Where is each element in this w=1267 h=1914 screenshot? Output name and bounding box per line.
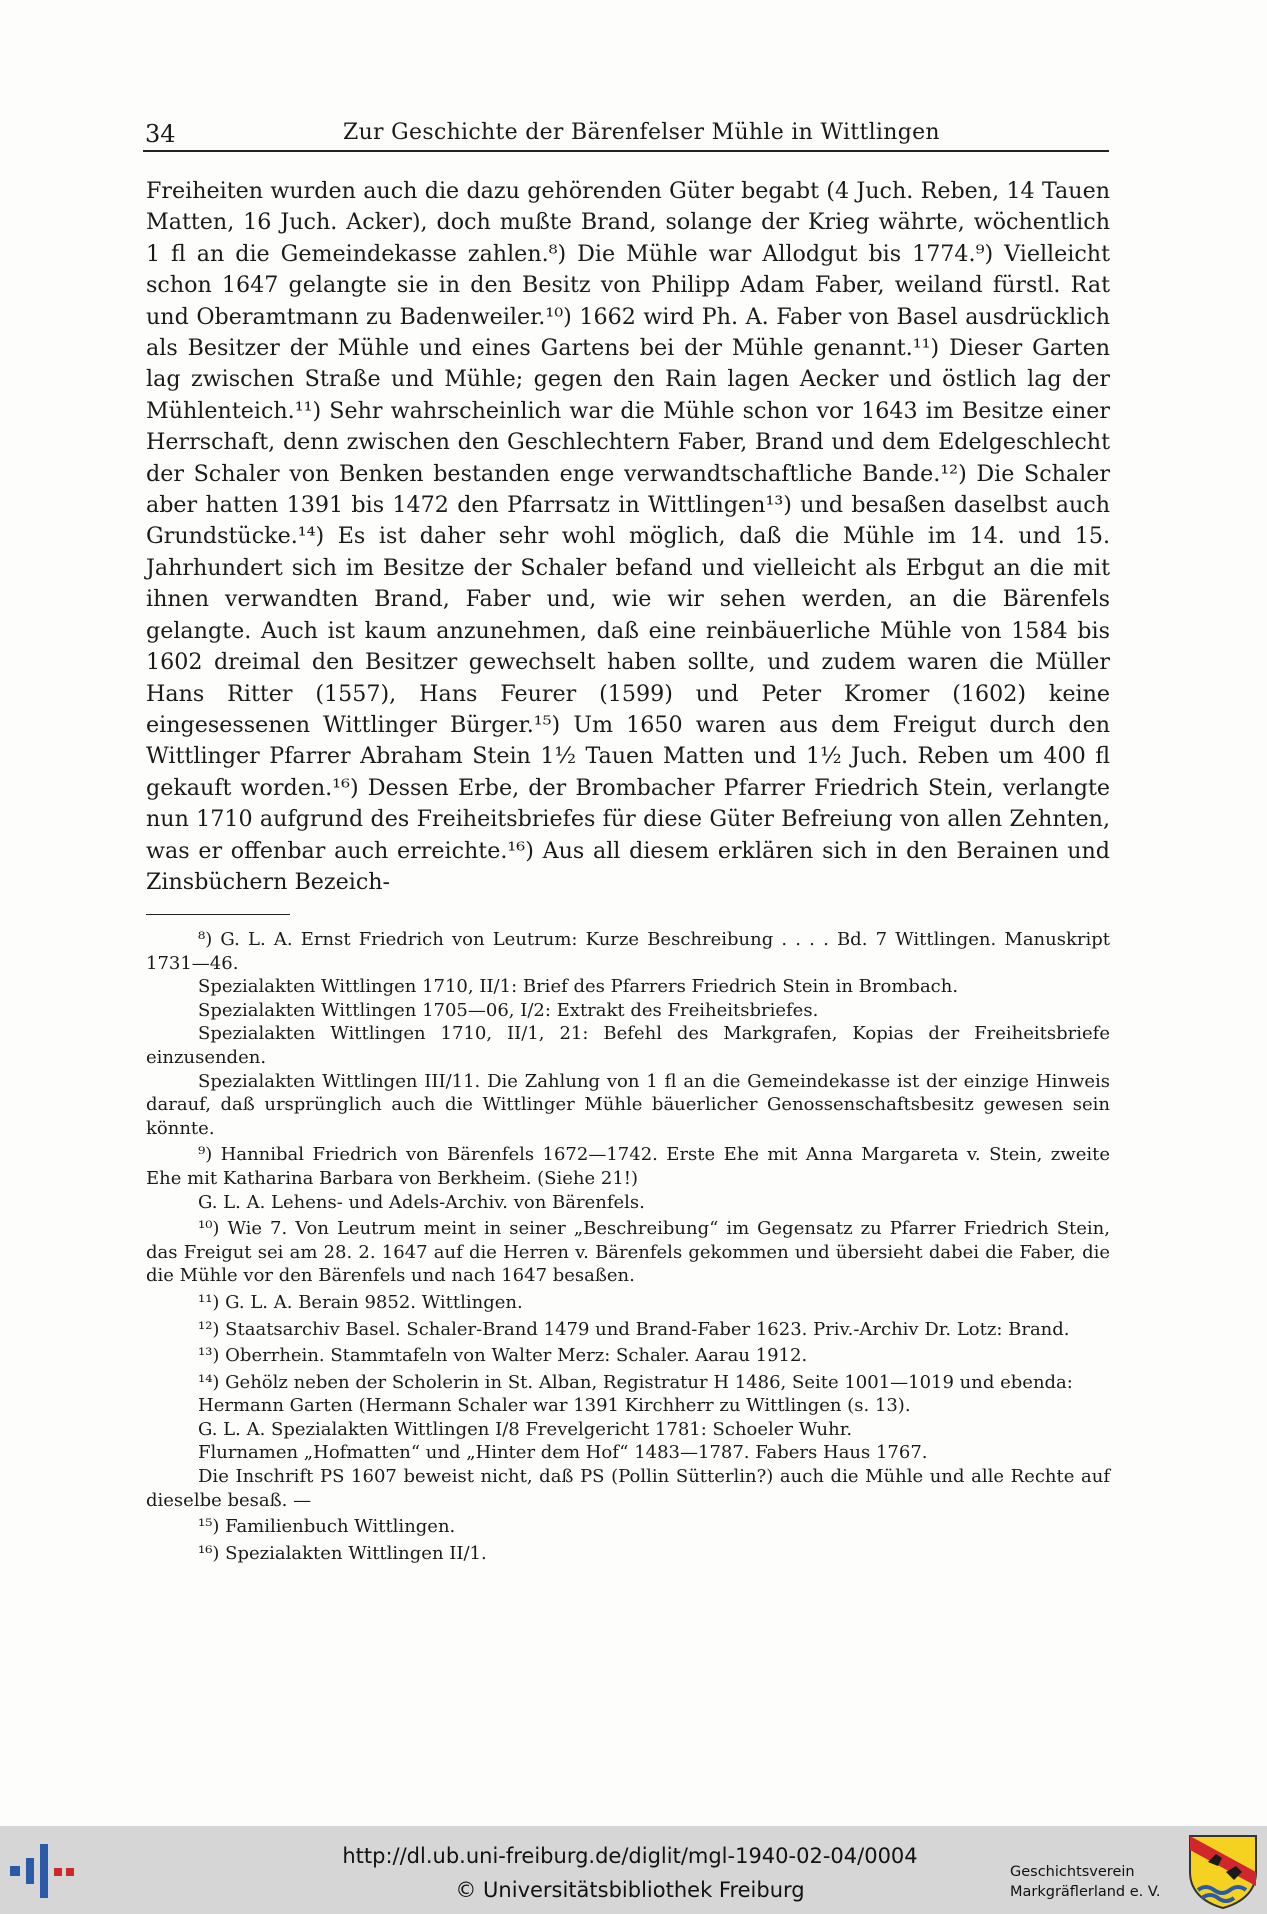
society-name: [1010, 1862, 1176, 1902]
footnote-14-line: Die Inschrift PS 1607 beweist nicht, daß PS (Pollin Sütterlin?) auch die Mühle und alle Rechte auf dieselbe besaß. —: [146, 1466, 1110, 1511]
ub-freiburg-logo-icon[interactable]: [6, 1840, 80, 1902]
footnote-14-line: Flurnamen „Hofmatten“ und „Hinter dem Hof“ 1483—1787. Fabers Haus 1767.: [198, 1442, 928, 1464]
footnote-14-line: G. L. A. Spezialakten Wittlingen I/8 Frevelgericht 1781: Schoeler Wuhr.: [198, 1418, 853, 1440]
society-name-line: Markgräflerland e. V.: [1010, 1884, 1161, 1900]
page-header: [143, 118, 1109, 152]
footnote-8-line: Spezialakten Wittlingen 1710, II/1: Brief des Pfarrers Friedrich Stein in Brombach.: [198, 976, 959, 998]
coat-of-arms-icon[interactable]: [1186, 1832, 1260, 1910]
footnote-8-lead: ⁸) G. L. A. Ernst Friedrich von Leutrum: Kurze Beschreibung . . . . Bd. 7 Wittlingen. Manuskript 1731—46.: [146, 929, 1110, 974]
page-number: 34: [145, 120, 176, 148]
footnote-9-line: G. L. A. Lehens- und Adels-Archiv. von Bärenfels.: [198, 1191, 645, 1213]
viewer-footer: [0, 1826, 1267, 1914]
footnote-16: ¹⁶) Spezialakten Wittlingen II/1.: [198, 1542, 487, 1564]
body-paragraph: Freiheiten wurden auch die dazu gehörenden Güter begabt (4 Juch. Reben, 14 Tauen Matten, 16 Juch. Acker), doch mußte Brand, solange der Krieg währte, wöchentlich 1 fl an die Gemeindekasse zahlen.⁸) Die Mühle war Allodgut bis 1774.⁹) Vielleicht schon 1647 gelangte sie in den Besitz von Philipp Adam Faber, weiland fürstl. Rat und Oberamtmann zu Badenweiler.¹⁰) 1662 wird Ph. A. Faber von Basel ausdrücklich als Besitzer der Mühle und eines Gartens bei der Mühle genannt.¹¹) Dieser Garten lag zwischen Straße und Mühle; gegen den Rain lagen Aecker und östlich lag der Mühlenteich.¹¹) Sehr wahrscheinlich war die Mühle schon vor 1643 im Besitze einer Herrschaft, denn zwischen den Geschlechtern Faber, Brand und dem Edelgeschlecht der Schaler von Benken bestanden enge verwandtschaftliche Bande.¹²) Die Schaler aber hatten 1391 bis 1472 den Pfarrsatz in Wittlingen¹³) und besaßen daselbst auch Grundstücke.¹⁴) Es ist daher sehr wohl möglich, daß die Mühle im 14. und 15. Jahrhundert sich im Besitze der Schaler befand und vielleicht als Erbgut an die mit ihnen verwandten Brand, Faber und, wie wir sehen werden, an die Bärenfels gelangte. Auch ist kaum anzunehmen, daß eine reinbäuerliche Mühle von 1584 bis 1602 dreimal den Besitzer gewechselt haben sollte, und zudem waren die Müller Hans Ritter (1557), Hans Feurer (1599) und Peter Kromer (1602) keine eingesessenen Wittlinger Bürger.¹⁵) Um 1650 waren aus dem Freigut durch den Wittlinger Pfarrer Abraham Stein 1½ Tauen Matten und 1½ Juch. Reben um 400 fl gekauft worden.¹⁶) Dessen Erbe, der Brombacher Pfarrer Friedrich Stein, verlangte nun 1710 aufgrund des Freiheitsbriefes für diese Güter Befreiung von allen Zehnten, was er offenbar auch erreichte.¹⁶) Aus all diesem erklären sich in den Berainen und Zinsbüchern Bezeich-: [146, 178, 1110, 895]
footnote-8-line: Spezialakten Wittlingen 1710, II/1, 21: Befehl des Markgrafen, Kopias der Freiheitsbriefe einzusenden.: [146, 1023, 1110, 1068]
footnote-14-lead: ¹⁴) Gehölz neben der Scholerin in St. Alban, Registratur H 1486, Seite 1001—1019 und ebenda:: [198, 1371, 1073, 1393]
copyright-notice: © Universitätsbibliothek Freiburg: [455, 1878, 805, 1902]
footnote-13: ¹³) Oberrhein. Stammtafeln von Walter Merz: Schaler. Aarau 1912.: [198, 1345, 808, 1367]
footnote-12: ¹²) Staatsarchiv Basel. Schaler-Brand 1479 und Brand-Faber 1623. Priv.-Archiv Dr. Lotz: Brand.: [198, 1318, 1070, 1340]
footnote-14: [146, 1371, 1110, 1513]
society-name-line: Geschichtsverein: [1010, 1864, 1135, 1880]
footnote-rule: [146, 914, 290, 915]
footnote-15: ¹⁵) Familienbuch Wittlingen.: [198, 1516, 456, 1538]
footnotes: [146, 928, 1110, 1568]
footnote-11: ¹¹) G. L. A. Berain 9852. Wittlingen.: [198, 1291, 523, 1313]
footnote-14-line: Hermann Garten (Hermann Schaler war 1391 Kirchherr zu Wittlingen (s. 13).: [198, 1395, 911, 1417]
footnote-10: ¹⁰) Wie 7. Von Leutrum meint in seiner „Beschreibung“ im Gegensatz zu Pfarrer Friedrich Stein, das Freigut sei am 28. 2. 1647 auf die Herren v. Bärenfels gekommen und übersieht dabei die Faber, die die Mühle vor den Bärenfels und nach 1647 besaßen.: [146, 1218, 1110, 1287]
running-title: Zur Geschichte der Bärenfelser Mühle in Wittlingen: [343, 120, 940, 145]
body-text: [146, 176, 1110, 898]
footnote-8-line: Spezialakten Wittlingen 1705—06, I/2: Extrakt des Freiheitsbriefes.: [198, 999, 819, 1021]
footnote-8: [146, 928, 1110, 1140]
document-url[interactable]: http://dl.ub.uni-freiburg.de/diglit/mgl-1940-02-04/0004: [342, 1844, 918, 1868]
footnote-8-line: Spezialakten Wittlingen III/11. Die Zahlung von 1 fl an die Gemeindekasse ist der einzige Hinweis darauf, daß ursprünglich auch die Wittlinger Mühle bäuerlicher Genossenschaftsbesitz gewesen sein könnte.: [146, 1070, 1110, 1139]
footnote-9-lead: ⁹) Hannibal Friedrich von Bärenfels 1672—1742. Erste Ehe mit Anna Margareta v. Stein, zweite Ehe mit Katharina Barbara von Berkheim. (Siehe 21!): [146, 1144, 1110, 1189]
footnote-9: [146, 1143, 1110, 1214]
